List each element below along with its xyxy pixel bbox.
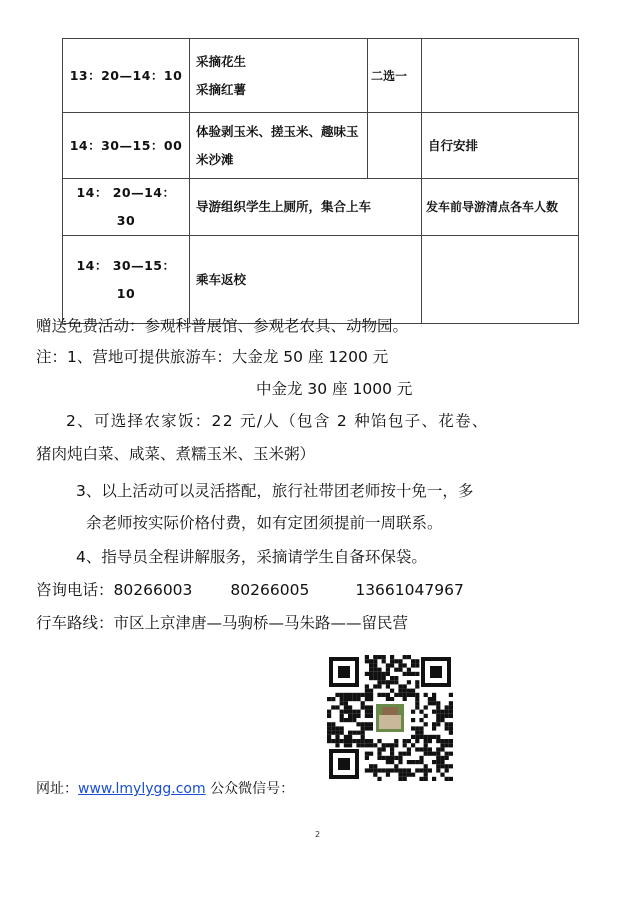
activity-line: 体验剥玉米、搓玉米、趣味玉 — [196, 123, 359, 139]
activity-line: 采摘红薯 — [196, 81, 247, 97]
note-cell — [422, 39, 579, 113]
note-cell: 自行安排 — [422, 113, 579, 179]
activity-cell — [190, 236, 422, 324]
activity-line: 采摘花生 — [196, 53, 247, 69]
table-row — [63, 236, 579, 324]
activity-line: 导游组织学生上厕所，集合上车 — [196, 199, 372, 214]
website-line — [36, 778, 294, 798]
free-activities-text: 赠送免费活动：参观科普展馆、参观老农具、动物园。 — [36, 317, 409, 335]
note-3-line-2: 余老师按实际价格付费，如有定团须提前一周联系。 — [86, 514, 443, 532]
time-cell: 14： 20—14： 30 — [63, 179, 190, 236]
phone-number: 80266005 — [230, 581, 310, 599]
route-text: 行车路线：市区上京津唐—马驹桥—马朱路——留民营 — [36, 614, 409, 632]
page-number: 2 — [315, 830, 321, 839]
activity-line: 乘车返校 — [196, 271, 247, 287]
activity-cell — [190, 179, 422, 236]
phone-number: 80266003 — [113, 581, 193, 599]
note-2-line-2: 猪肉炖白菜、咸菜、煮糯玉米、玉米粥） — [36, 445, 316, 463]
wechat-label: 公众微信号： — [205, 781, 295, 797]
note-cell: 发车前导游清点各车人数 — [422, 179, 579, 236]
activity-cell — [190, 39, 368, 113]
phone-label: 咨询电话： — [36, 581, 114, 599]
note-4-line: 4、指导员全程讲解服务，采摘请学生自备环保袋。 — [76, 548, 427, 566]
note-cell — [422, 236, 579, 324]
note-2-line-1: 2、可选择农家饭：22 元/人（包含 2 种馅包子、花卷、 — [66, 412, 489, 430]
schedule-table — [62, 38, 579, 324]
phone-line — [36, 578, 464, 600]
qr-code-image — [327, 655, 453, 781]
time-cell: 13：20—14：10 — [63, 39, 190, 113]
activity-cell — [190, 113, 368, 179]
table-row — [63, 179, 579, 236]
website-label: 网址： — [36, 781, 78, 797]
website-link[interactable]: www.lmylygg.com — [78, 781, 206, 797]
choice-cell — [368, 113, 422, 179]
table-row — [63, 39, 579, 113]
note-1-line-2: 中金龙 30 座 1000 元 — [256, 380, 413, 398]
choice-cell: 二选一 — [368, 39, 422, 113]
time-cell: 14： 30—15： 10 — [63, 236, 190, 324]
note-1-line-1: 注：1、营地可提供旅游车：大金龙 50 座 1200 元 — [36, 348, 389, 366]
time-cell: 14：30—15：00 — [63, 113, 190, 179]
activity-line: 米沙滩 — [196, 151, 234, 167]
phone-number: 13661047967 — [355, 581, 464, 599]
note-3-line-1: 3、以上活动可以灵活搭配，旅行社带团老师按十免一，多 — [76, 482, 474, 500]
table-row — [63, 113, 579, 179]
